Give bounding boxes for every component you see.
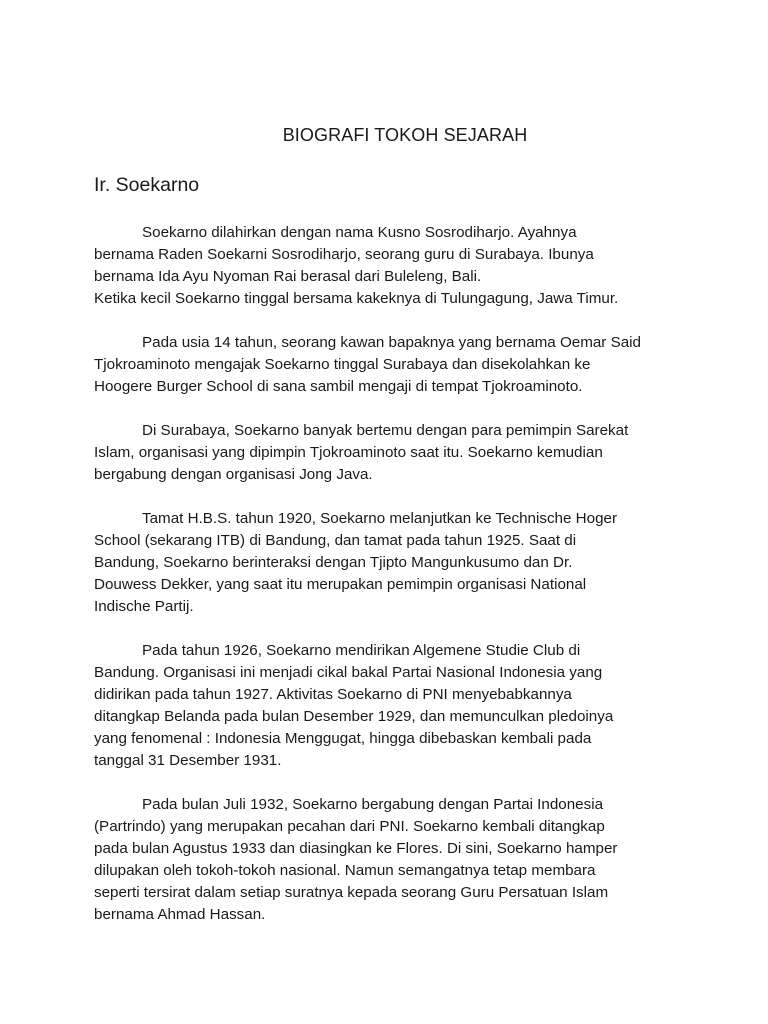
text-line: Di Surabaya, Soekarno banyak bertemu dengan para pemimpin Sarekat [142, 422, 629, 439]
text-line: (Partrindo) yang merupakan pecahan dari PNI. Soekarno kembali ditangkap [94, 818, 605, 835]
text-line: seperti tersirat dalam setiap suratnya kepada seorang Guru Persatuan Islam [94, 884, 609, 901]
text-line: Douwess Dekker, yang saat itu merupakan pemimpin organisasi National [94, 576, 587, 593]
biography-body [94, 222, 664, 948]
text-line: Soekarno dilahirkan dengan nama Kusno Sosrodiharjo. Ayahnya [142, 224, 577, 241]
text-line: bernama Ida Ayu Nyoman Rai berasal dari Buleleng, Bali. [94, 268, 482, 285]
text-line: dilupakan oleh tokoh-tokoh nasional. Namun semangatnya tetap membara [94, 862, 596, 879]
subject-heading: Ir. Soekarno [94, 174, 200, 196]
text-line: Tjokroaminoto mengajak Soekarno tinggal Surabaya dan disekolahkan ke [94, 356, 591, 373]
text-line: Pada tahun 1926, Soekarno mendirikan Algemene Studie Club di [142, 642, 581, 659]
text-line: Bandung, Soekarno berinteraksi dengan Tjipto Mangunkusumo dan Dr. [94, 554, 573, 571]
paragraph [94, 508, 664, 618]
paragraph [94, 420, 664, 486]
paragraph [94, 794, 664, 926]
text-line: Ketika kecil Soekarno tinggal bersama kakeknya di Tulungagung, Jawa Timur. [94, 290, 619, 307]
text-line: bernama Raden Soekarni Sosrodiharjo, seorang guru di Surabaya. Ibunya [94, 246, 594, 263]
paragraph [94, 222, 664, 310]
text-line: tanggal 31 Desember 1931. [94, 752, 282, 769]
text-line: Bandung. Organisasi ini menjadi cikal bakal Partai Nasional Indonesia yang [94, 664, 603, 681]
document-title: BIOGRAFI TOKOH SEJARAH [282, 125, 528, 145]
text-line: Tamat H.B.S. tahun 1920, Soekarno melanjutkan ke Technische Hoger [142, 510, 618, 527]
text-line: ditangkap Belanda pada bulan Desember 1929, dan memunculkan pledoinya [94, 708, 614, 725]
text-line: Islam, organisasi yang dipimpin Tjokroaminoto saat itu. Soekarno kemudian [94, 444, 603, 461]
text-line: Pada bulan Juli 1932, Soekarno bergabung dengan Partai Indonesia [142, 796, 604, 813]
text-line: yang fenomenal : Indonesia Menggugat, hingga dibebaskan kembali pada [94, 730, 592, 747]
paragraph [94, 640, 664, 772]
text-line: School (sekarang ITB) di Bandung, dan tamat pada tahun 1925. Saat di [94, 532, 577, 549]
text-line: Pada usia 14 tahun, seorang kawan bapaknya yang bernama Oemar Said [142, 334, 641, 351]
text-line: didirikan pada tahun 1927. Aktivitas Soekarno di PNI menyebabkannya [94, 686, 572, 703]
text-line: bergabung dengan organisasi Jong Java. [94, 466, 373, 483]
text-line: bernama Ahmad Hassan. [94, 906, 266, 923]
text-line: Hoogere Burger School di sana sambil mengaji di tempat Tjokroaminoto. [94, 378, 583, 395]
text-line: Indische Partij. [94, 598, 194, 615]
text-line: pada bulan Agustus 1933 dan diasingkan ke Flores. Di sini, Soekarno hamper [94, 840, 618, 857]
paragraph [94, 332, 664, 398]
